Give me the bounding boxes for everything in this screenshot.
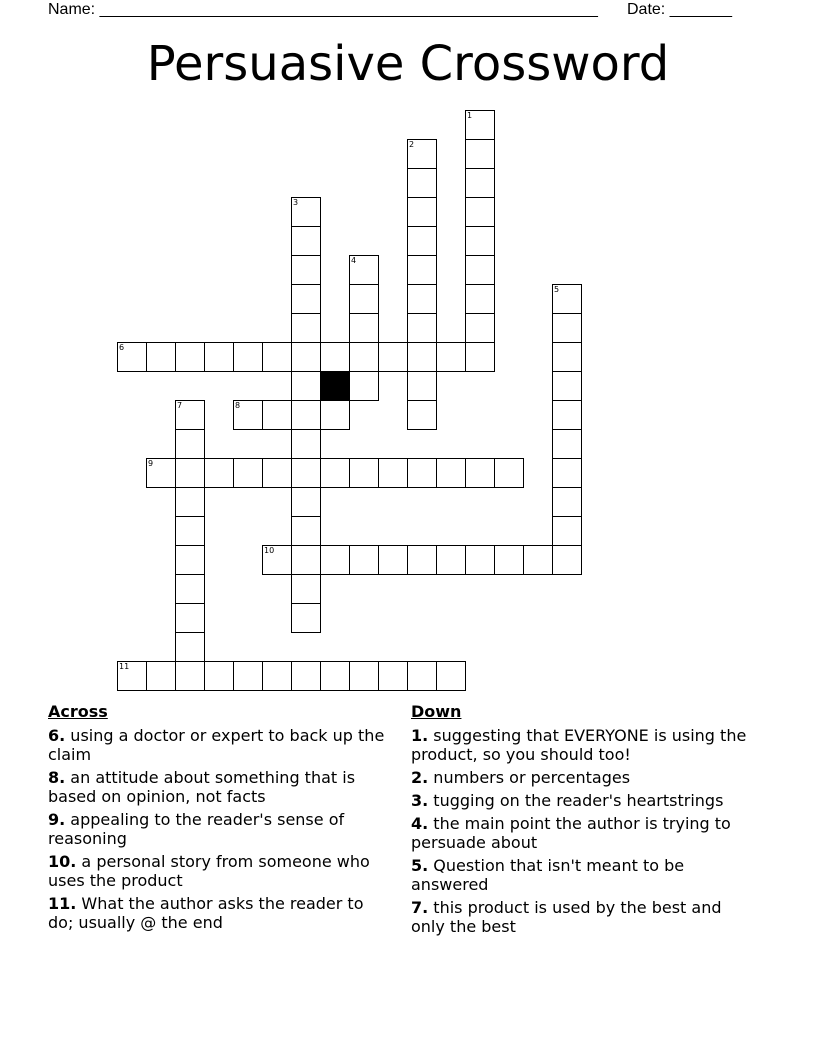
grid-cell[interactable] [494,458,524,488]
clue-number: 11. [48,894,77,913]
clue-number: 8. [48,768,66,787]
grid-cell[interactable] [291,371,321,401]
grid-cell[interactable] [175,429,205,459]
grid-cell[interactable] [175,661,205,691]
clue-number: 9. [48,810,66,829]
grid-cell[interactable] [407,168,437,198]
clue-number: 1. [411,726,429,745]
grid-cell[interactable] [349,342,379,372]
grid-cell[interactable] [552,516,582,546]
grid-cell[interactable] [175,458,205,488]
grid-cell[interactable] [291,603,321,633]
cell-number: 2 [409,140,415,149]
grid-cell[interactable] [552,313,582,343]
across-clue [48,852,393,890]
clue-number: 5. [411,856,429,875]
cell-number: 11 [119,662,130,671]
grid-cell[interactable] [291,313,321,343]
grid-cell[interactable] [523,545,553,575]
clue-number: 6. [48,726,66,745]
grid-cell[interactable] [291,284,321,314]
grid-cell[interactable] [552,458,582,488]
grid-cell[interactable] [233,342,263,372]
grid-cell[interactable] [465,168,495,198]
grid-cell[interactable] [552,487,582,517]
down-clue [411,856,756,894]
grid-cell[interactable] [175,516,205,546]
grid-cell[interactable] [465,458,495,488]
grid-cell[interactable] [175,400,205,430]
across-heading: Across [48,702,108,721]
down-clue [411,791,756,810]
grid-cell[interactable] [262,458,292,488]
grid-cell[interactable] [175,487,205,517]
grid-cell[interactable] [407,342,437,372]
grid-cell[interactable] [552,284,582,314]
grid-cell[interactable] [175,342,205,372]
grid-cell[interactable] [349,371,379,401]
clue-number: 2. [411,768,429,787]
grid-cell[interactable] [291,574,321,604]
grid-cell[interactable] [407,371,437,401]
grid-cell[interactable] [146,458,176,488]
grid-cell[interactable] [436,545,466,575]
cell-number: 5 [554,285,560,294]
grid-cell[interactable] [320,661,350,691]
grid-cell[interactable] [436,342,466,372]
grid-cell[interactable] [175,574,205,604]
across-clue [48,726,393,764]
grid-cell[interactable] [117,661,147,691]
grid-cell[interactable] [349,545,379,575]
grid-cell[interactable] [407,400,437,430]
down-clues [411,702,756,940]
grid-cell[interactable] [262,400,292,430]
grid-cell[interactable] [465,255,495,285]
shaded-grid-cell [320,371,350,401]
down-clue [411,898,756,936]
page-title: Persuasive Crossword [146,36,670,92]
down-clue [411,768,756,787]
clue-text: tugging on the reader's heartstrings [428,791,724,810]
grid-cell[interactable] [233,400,263,430]
cell-number: 4 [351,256,357,265]
grid-cell[interactable] [465,284,495,314]
grid-cell[interactable] [407,458,437,488]
grid-cell[interactable] [349,313,379,343]
grid-cell[interactable] [378,342,408,372]
grid-cell[interactable] [146,342,176,372]
clue-text: an attitude about something that is based on opinion, not facts [48,768,356,806]
grid-cell[interactable] [465,313,495,343]
grid-cell[interactable] [291,487,321,517]
grid-cell[interactable] [204,661,234,691]
cell-number: 10 [264,546,275,555]
grid-cell[interactable] [349,284,379,314]
clue-text: a personal story from someone who uses the product [48,852,370,890]
clue-number: 10. [48,852,77,871]
grid-cell[interactable] [233,661,263,691]
grid-cell[interactable] [291,226,321,256]
grid-cell[interactable] [552,545,582,575]
clue-text: the main point the author is trying to persuade about [411,814,731,852]
grid-cell[interactable] [552,371,582,401]
grid-cell[interactable] [465,545,495,575]
grid-cell[interactable] [233,458,263,488]
grid-cell[interactable] [407,139,437,169]
grid-cell[interactable] [465,197,495,227]
grid-cell[interactable] [407,313,437,343]
grid-cell[interactable] [175,632,205,662]
grid-cell[interactable] [291,545,321,575]
clue-text: suggesting that EVERYONE is using the product, so you should too! [411,726,747,764]
clue-number: 4. [411,814,429,833]
grid-cell[interactable] [349,255,379,285]
cell-number: 1 [467,111,473,120]
grid-cell[interactable] [291,516,321,546]
grid-cell[interactable] [407,545,437,575]
grid-cell[interactable] [291,661,321,691]
grid-cell[interactable] [407,255,437,285]
grid-cell[interactable] [407,197,437,227]
grid-cell[interactable] [552,400,582,430]
clue-text: this product is used by the best and only the best [411,898,722,936]
clue-number: 7. [411,898,429,917]
date-field-label: Date: _______ [627,1,732,18]
down-heading: Down [411,702,462,721]
grid-cell[interactable] [465,226,495,256]
cell-number: 3 [293,198,299,207]
grid-cell[interactable] [117,342,147,372]
grid-cell[interactable] [320,342,350,372]
grid-cell[interactable] [262,661,292,691]
grid-cell[interactable] [378,661,408,691]
grid-cell[interactable] [465,342,495,372]
across-clue [48,894,393,932]
across-clue [48,810,393,848]
grid-cell[interactable] [465,110,495,140]
clue-text: numbers or percentages [428,768,631,787]
grid-cell[interactable] [320,458,350,488]
grid-cell[interactable] [291,458,321,488]
grid-cell[interactable] [552,342,582,372]
grid-cell[interactable] [262,342,292,372]
down-clue [411,726,756,764]
across-clues [48,702,393,936]
name-field-label: Name: ________________________________________________________ [48,1,598,18]
grid-cell[interactable] [465,139,495,169]
grid-cell[interactable] [320,400,350,430]
grid-cell[interactable] [407,226,437,256]
grid-cell[interactable] [204,342,234,372]
grid-cell[interactable] [349,661,379,691]
grid-cell[interactable] [291,429,321,459]
cell-number: 6 [119,343,125,352]
grid-cell[interactable] [436,661,466,691]
grid-cell[interactable] [262,545,292,575]
grid-cell[interactable] [407,284,437,314]
clue-text: Question that isn't meant to be answered [411,856,685,894]
grid-cell[interactable] [291,255,321,285]
grid-cell[interactable] [378,545,408,575]
grid-cell[interactable] [291,400,321,430]
cell-number: 8 [235,401,241,410]
grid-cell[interactable] [407,661,437,691]
grid-cell[interactable] [291,197,321,227]
grid-cell[interactable] [349,458,379,488]
grid-cell[interactable] [204,458,234,488]
grid-cell[interactable] [175,545,205,575]
grid-cell[interactable] [552,429,582,459]
down-clue [411,814,756,852]
across-clue [48,768,393,806]
clue-text: appealing to the reader's sense of reasoning [48,810,345,848]
clue-number: 3. [411,791,429,810]
cell-number: 9 [148,459,154,468]
clue-text: What the author asks the reader to do; usually @ the end [48,894,364,932]
grid-cell[interactable] [378,458,408,488]
grid-cell[interactable] [494,545,524,575]
grid-cell[interactable] [436,458,466,488]
grid-cell[interactable] [175,603,205,633]
grid-cell[interactable] [146,661,176,691]
grid-cell[interactable] [291,342,321,372]
grid-cell[interactable] [320,545,350,575]
cell-number: 7 [177,401,183,410]
clue-text: using a doctor or expert to back up the claim [48,726,385,764]
